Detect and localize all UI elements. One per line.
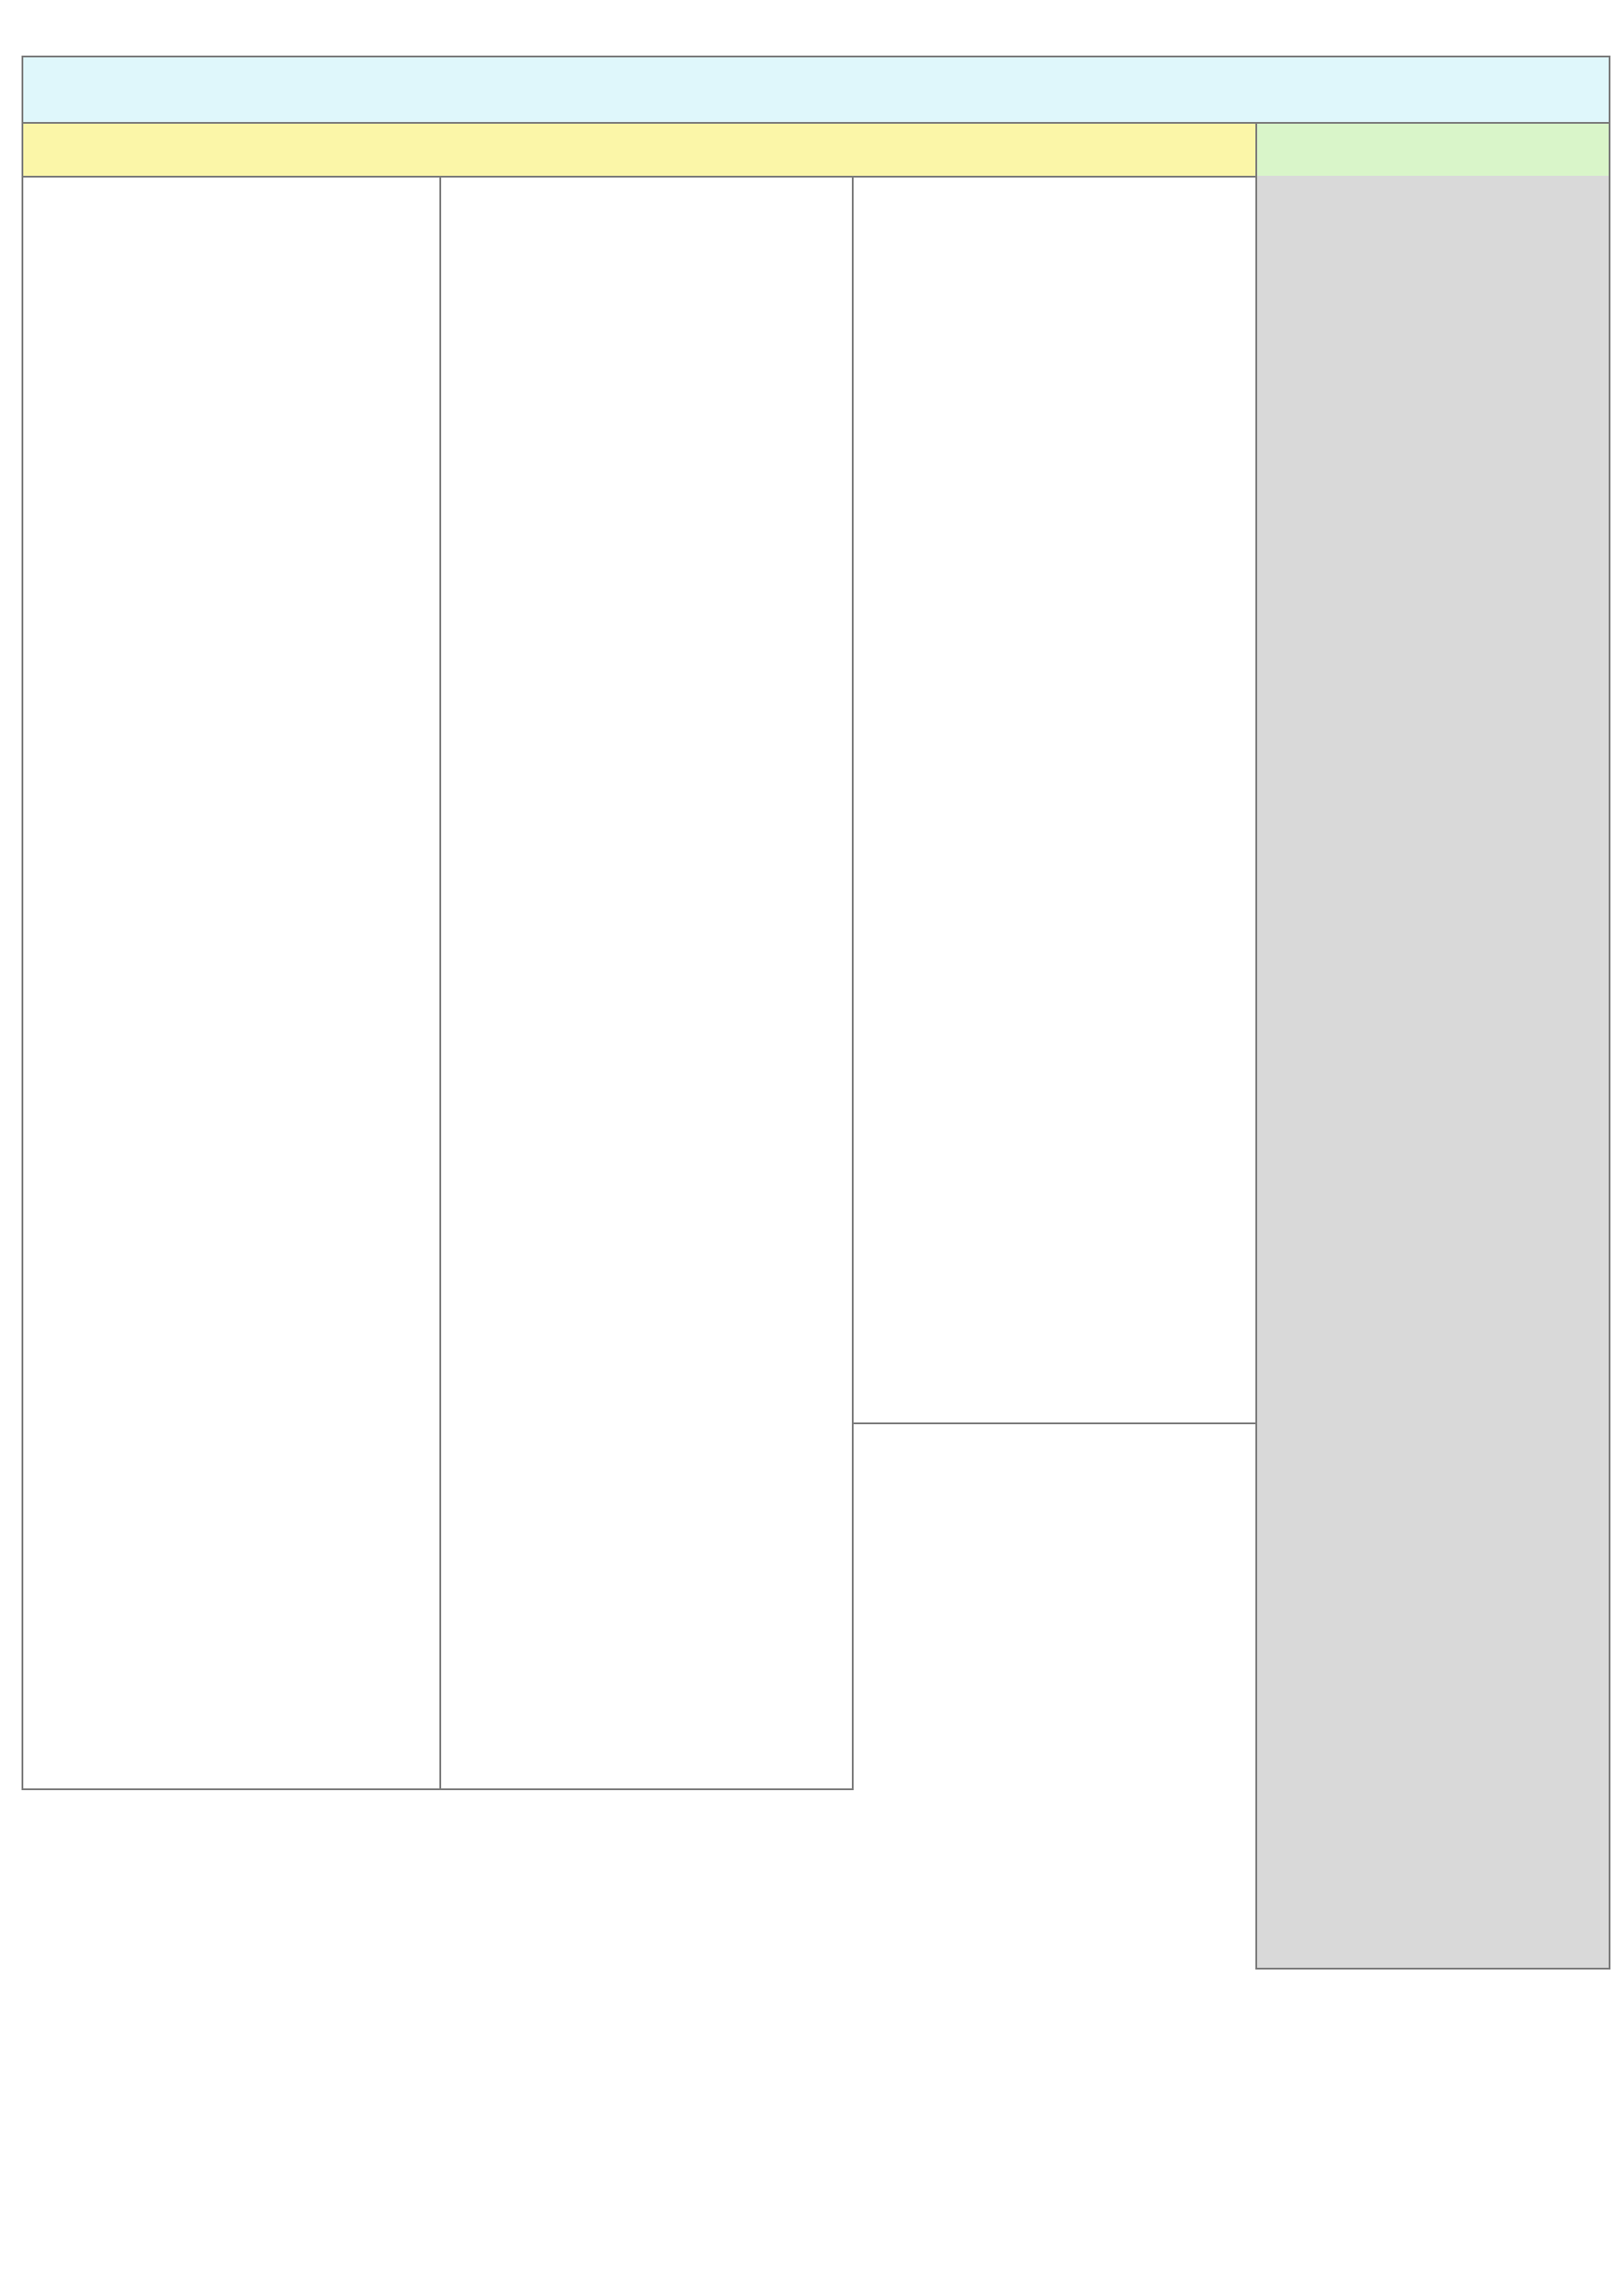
ordinary-column [1255, 176, 1610, 1970]
diplomatic-column-3 [852, 176, 1257, 1424]
diplomatic-header [22, 124, 1257, 178]
ordinary-header [1255, 124, 1610, 178]
diplomatic-column-2 [439, 176, 854, 1790]
diplomatic-column-1 [22, 176, 441, 1790]
document-title [22, 56, 1610, 124]
